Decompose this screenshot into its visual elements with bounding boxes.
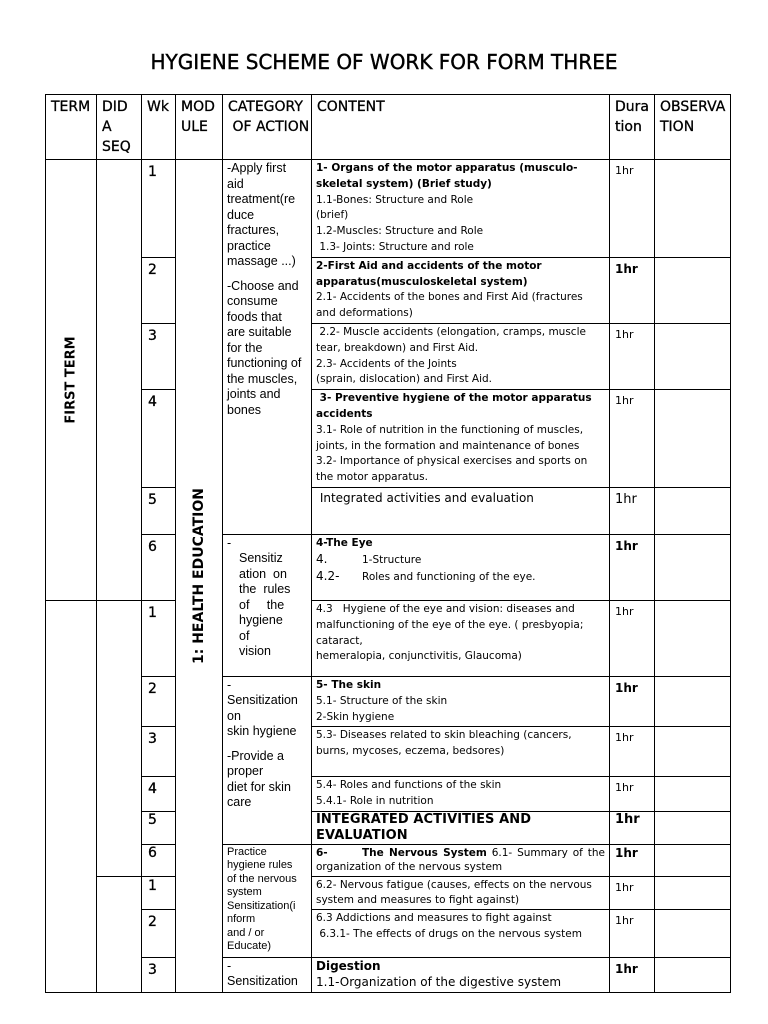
duration-cell: 1hr <box>610 257 655 323</box>
term-cell: FIRST TERM <box>46 160 97 601</box>
header-duration: Dura tion <box>610 95 655 160</box>
header-category: CATEGORY OF ACTION <box>223 95 312 160</box>
content-cell: 6.2- Nervous fatigue (causes, effects on the nervous system and measures to fight against) <box>312 876 610 909</box>
category-cell-vision: - Sensitiz ation on the rules of the hygiene of vision <box>223 534 312 676</box>
week-cell: 4 <box>142 390 176 488</box>
week-cell: 3 <box>142 323 176 389</box>
week-cell: 1 <box>142 600 176 676</box>
table-row <box>46 390 731 488</box>
category-cell-digestion: - Sensitization <box>223 957 312 992</box>
header-term: TERM <box>46 95 97 160</box>
category-cell-skin: - Sensitization on skin hygiene -Provide a proper diet for skin care <box>223 676 312 844</box>
duration-cell: 1hr <box>610 777 655 812</box>
content-cell: 5.4- Roles and functions of the skin 5.4.1- Role in nutrition <box>312 777 610 812</box>
content-cell: 4.3 Hygiene of the eye and vision: diseases and malfunctioning of the eye of the eye. ( presbyopia; cataract, hemeralopia, conjunctivitis, Glaucoma) <box>312 600 610 676</box>
week-cell: 5 <box>142 487 176 534</box>
duration-cell: 1hr <box>610 160 655 258</box>
content-cell: 1- Organs of the motor apparatus (musculo-skeletal system) (Brief study) 1.1-Bones: Structure and Role (brief) 1.2-Muscles: Structure and Role 1.3- Joints: Structure and role <box>312 160 610 258</box>
content-cell: Integrated activities and evaluation <box>312 487 610 534</box>
observation-cell <box>655 390 731 488</box>
week-cell: 6 <box>142 534 176 600</box>
header-content: CONTENT <box>312 95 610 160</box>
header-did-a-seq: DID A SEQ <box>97 95 142 160</box>
header-row <box>46 95 731 160</box>
dida-cell <box>97 876 142 992</box>
duration-cell: 1hr <box>610 957 655 992</box>
duration-cell: 1hr <box>610 323 655 389</box>
table-row <box>46 676 731 726</box>
week-cell: 2 <box>142 257 176 323</box>
table-row <box>46 811 731 844</box>
week-cell: 6 <box>142 844 176 876</box>
content-cell: Digestion 1.1-Organization of the digestive system <box>312 957 610 992</box>
term-empty-cell <box>46 600 97 992</box>
observation-cell <box>655 160 731 258</box>
table-row <box>46 600 731 676</box>
week-cell: 2 <box>142 676 176 726</box>
table-row <box>46 160 731 258</box>
table-row <box>46 957 731 992</box>
observation-cell <box>655 727 731 777</box>
duration-cell: 1hr <box>610 811 655 844</box>
content-cell: 5.3- Diseases related to skin bleaching (cancers, burns, mycoses, eczema, bedsores) <box>312 727 610 777</box>
observation-cell <box>655 257 731 323</box>
dida-cell <box>97 160 142 601</box>
header-week: Wk <box>142 95 176 160</box>
week-cell: 2 <box>142 909 176 957</box>
observation-cell <box>655 323 731 389</box>
observation-cell <box>655 534 731 600</box>
content-cell: 6.3 Addictions and measures to fight against 6.3.1- The effects of drugs on the nervous system <box>312 909 610 957</box>
duration-cell: 1hr <box>610 727 655 777</box>
content-cell: 5- The skin 5.1- Structure of the skin 2-Skin hygiene <box>312 676 610 726</box>
week-cell: 1 <box>142 160 176 258</box>
observation-cell <box>655 909 731 957</box>
category-cell-motor: -Apply first aid treatment(re duce fractures, practice massage ...) -Choose and consume foods that are suitable for the functioning of the muscles, joints and bones <box>223 160 312 535</box>
week-cell: 4 <box>142 777 176 812</box>
week-cell: 1 <box>142 876 176 909</box>
content-cell: 3- Preventive hygiene of the motor apparatus accidents 3.1- Role of nutrition in the functioning of muscles, joints, in the formation and maintenance of bones 3.2- Importance of physical exercises and sports on the motor apparatus. <box>312 390 610 488</box>
duration-cell: 1hr <box>610 876 655 909</box>
dida-cell <box>97 600 142 876</box>
duration-cell: 1hr <box>610 390 655 488</box>
header-observation: OBSERVA TION <box>655 95 731 160</box>
table-row <box>46 909 731 957</box>
page-title: HYGIENE SCHEME OF WORK FOR FORM THREE <box>150 50 618 74</box>
content-cell: 2-First Aid and accidents of the motor apparatus(musculoskeletal system) 2.1- Accidents of the bones and First Aid (fractures and deformations) <box>312 257 610 323</box>
observation-cell <box>655 777 731 812</box>
duration-cell: 1hr <box>610 676 655 726</box>
table-row <box>46 257 731 323</box>
week-cell: 5 <box>142 811 176 844</box>
content-cell: 4-The Eye 4. 1-Structure 4.2- Roles and functioning of the eye. <box>312 534 610 600</box>
observation-cell <box>655 876 731 909</box>
duration-cell: 1hr <box>610 600 655 676</box>
week-cell: 3 <box>142 957 176 992</box>
observation-cell <box>655 957 731 992</box>
duration-cell: 1hr <box>610 487 655 534</box>
category-cell-nervous: Practice hygiene rules of the nervous system Sensitization(i nform and / or Educate) <box>223 844 312 957</box>
table-row <box>46 777 731 812</box>
observation-cell <box>655 600 731 676</box>
table-row <box>46 727 731 777</box>
header-module: MOD ULE <box>176 95 223 160</box>
module-cell: 1: HEALTH EDUCATION <box>176 160 223 993</box>
duration-cell: 1hr <box>610 534 655 600</box>
observation-cell <box>655 844 731 876</box>
table-row <box>46 323 731 389</box>
table-row <box>46 534 731 600</box>
duration-cell: 1hr <box>610 844 655 876</box>
duration-cell: 1hr <box>610 909 655 957</box>
table-row <box>46 876 731 909</box>
content-cell: 6- The Nervous System 6.1- Summary of the organization of the nervous system <box>312 844 610 876</box>
content-cell: INTEGRATED ACTIVITIES AND EVALUATION <box>312 811 610 844</box>
scheme-table <box>45 94 731 993</box>
observation-cell <box>655 487 731 534</box>
table-row <box>46 487 731 534</box>
table-row <box>46 844 731 876</box>
observation-cell <box>655 811 731 844</box>
observation-cell <box>655 676 731 726</box>
content-cell: 2.2- Muscle accidents (elongation, cramps, muscle tear, breakdown) and First Aid. 2.3- Accidents of the Joints (sprain, dislocation) and First Aid. <box>312 323 610 389</box>
week-cell: 3 <box>142 727 176 777</box>
